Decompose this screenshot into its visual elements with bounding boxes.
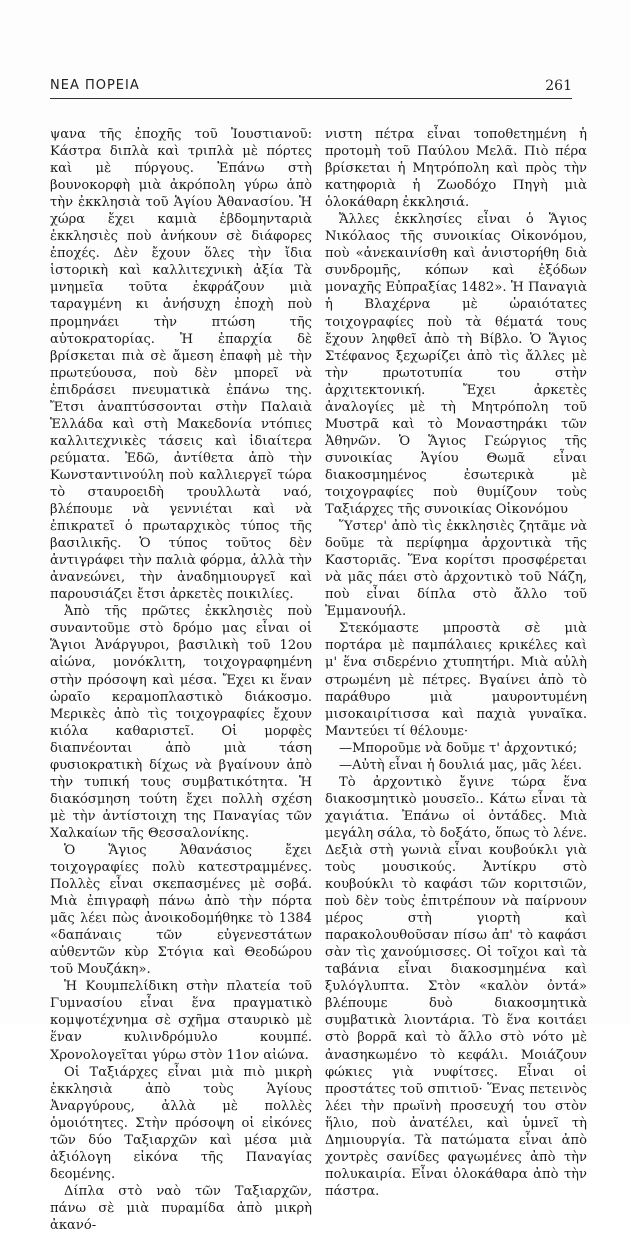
dialogue-line: —Μποροῦμε νὰ δοῦμε τ' ἀρχοντικό;	[339, 740, 578, 756]
paragraph: Τὸ ἀρχοντικὸ ἔγινε τώρα ἕνα διακοσμητικὸ μουσεῖο.. Κάτω εἶναι τὰ χαγιάτια. Ἐπάνω οἱ ὀντάδες. Μιὰ μεγάλη σάλα, τὸ δοξάτο, ὅπως τὸ λένε. Δεξιὰ στὴ γωνιὰ εἶναι κουβούκλι γιὰ τοὺς μουσικούς. Ἀντίκρυ στὸ κουβούκλι τὸ καφάσι τῶν κοριτσιῶν, ποὺ δὲν τοὺς ἐπιτρέπουν νὰ παίρνουν μέρος στὴ γιορτὴ καὶ παρακολουθοῦσαν πίσω ἀπ' τὸ καφάσι σὰν τὶς χανούμισσες. Οἱ τοῖχοι καὶ τὰ ταβάνια εἶναι διακοσμημένα καὶ ξυλόγλυπτα. Στὸν «καλὸν ὀντά» βλέπουμε δυὸ διακοσμητικὰ συμβατικὰ λιοντάρια. Τὸ ἕνα κοιτάει στὸ βορρᾶ καὶ τὸ ἄλλο στὸ νότο μὲ ἀνασηκωμένο τὸ κεφάλι. Μοιάζουν φώκιες γιὰ νυφίτσες. Εἶναι οἱ προστάτες τοῦ σπιτιοῦ· Ἕνας πετεινὸς λέει τὴν πρωϊνὴ προσευχή του στὸν ἥλιο, ποὺ ἀνατέλει, καὶ ὑμνεῖ τὴ Δημιουργία. Τὰ πατώματα εἶναι ἀπὸ χοντρὲς σανίδες φαγωμένες ἀπὸ τὴν πολυκαιρία. Εἶναι ὁλοκάθαρα ἀπὸ τὴν πάστρα.	[325, 774, 588, 1199]
header-rule	[50, 98, 572, 99]
paragraph: Ἀπὸ τῆς πρῶτες ἐκκλησιὲς ποὺ συναντοῦμε στὸ δρόμο μας εἶναι οἱ Ἅγιοι Ἀνάργυροι, βασιλικὴ τοῦ 12ου αἰώνα, μονόκλιτη, τοιχογραφημένη στὴν πρόσοψη καὶ μέσα. Ἔχει κι ἕναν ὡραῖο κεραμοπλαστικὸ διάκοσμο. Μερικὲς ἀπὸ τὶς τοιχογραφίες ἔχουν κιόλα καθαριστεῖ. Οἱ μορφὲς διαπνέονται ἀπὸ μιὰ τάση φυσιοκρατικὴ δίχως νὰ βγαίνουν ἀπὸ τὴν τυπική τους συμβατικότητα. Ἡ διακόσμηση τούτη ἔχει πολλὴ σχέση μὲ τὴν ἀντίστοιχη της Παναγίας τῶν Χαλκαίων τῆς Θεσσαλονίκης.	[50, 604, 312, 841]
paragraph: Οἱ Ταξιάρχες εἶναι μιὰ πιὸ μικρὴ ἐκκλησιὰ ἀπὸ τοὺς Ἁγίους Ἀναργύρους, ἀλλὰ μὲ πολλὲς ὁμοιότητες. Στὴν πρόσοψη οἱ εἰκόνες τῶν δύο Ταξιαρχῶν καὶ μέσα μιὰ ἀξιόλογη εἰκόνα τῆς Παναγίας δεομένης.	[50, 1064, 312, 1182]
paragraph: νιστη πέτρα εἶναι τοποθετημένη ἡ προτομὴ τοῦ Παύλου Μελᾶ. Πιὸ πέρα βρίσκεται ἡ Μητρόπολη καὶ πρὸς τὴν κατηφοριὰ ἡ Ζωοδόχο Πηγὴ μιὰ ὁλοκάθαρη ἐκκλησιά.	[325, 127, 587, 211]
page-header	[50, 78, 572, 94]
left-column	[50, 126, 312, 1234]
paragraph: ψανα τῆς ἐποχῆς τοῦ Ἰουστιανοῦ: Κάστρα διπλὰ καὶ τριπλὰ μὲ πόρτες καὶ μὲ πύργους. Ἐπάνω στὴ βουνοκορφὴ μιὰ ἀκρόπολη γύρω ἀπὸ τὴν ἐκκλησιὰ τοῦ Ἁγίου Ἀθανασίου. Ἡ χώρα ἔχει καμιὰ ἑβδομηνταριὰ ἐκκλησιὲς ποὺ ἀνήκουν σὲ διάφορες ἐποχές. Δὲν ἔχουν ὅλες τὴν ἴδια ἱστορικὴ καὶ καλλιτεχνικὴ ἀξία Τὰ μνημεῖα τοῦτα ἐκφράζουν μιὰ ταραγμένη κι ἀνήσυχη ἐποχὴ ποὺ προμηνάει τὴν πτώση τῆς αὐτοκρατορίας. Ἡ ἐπαρχία δὲ βρίσκεται πιὰ σὲ ἄμεση ἐπαφὴ μὲ τὴν πρωτεύουσα, ποὺ δὲν μπορεῖ νὰ ἐπιδράσει πνευματικὰ ἐπάνω της. Ἔτσι ἀναπτύσσονται στὴν Παλαιὰ Ἑλλάδα καὶ στὴ Μακεδονία ντόπιες καλλιτεχνικὲς τάσεις καὶ ἰδιαίτερα ρεύματα. Ἐδῶ, ἀντίθετα ἀπὸ τὴν Κωνσταντινούλη ποὺ καλλιεργεῖ τώρα τὸ σταυροειδὴ τρουλλωτὰ ναό, βλέπουμε νὰ γεννιέται καὶ νὰ ἐπικρατεῖ ὁ πρωταρχικὸς τύπος τῆς βασιλικῆς. Ὁ τύπος τοῦτος δὲν ἀντιγράφει τὴν παλιὰ φόρμα, ἀλλὰ τὴν ἀνανεώνει, τὴν ἀναδημιουργεῖ καὶ παρουσιάζει ἔτσι ἀρκετὲς ποικιλίες.	[50, 127, 312, 603]
right-column	[325, 126, 587, 1200]
paragraph: Ἄλλες ἐκκλησίες εἶναι ὁ Ἅγιος Νικόλαος τῆς συνοικίας Οἰκονόμου, ποὺ «ἀνεκαινίσθη καὶ ἀνιστορήθη διὰ συνδρομῆς, κόπων καὶ ἐξόδων μοναχῆς Εὐπραξίας 1482». Ἡ Παναγιὰ ἡ Βλαχέρνα μὲ ὡραιότατες τοιχογραφίες ποὺ τὰ θέματά τους ἔχουν ληφθεῖ ἀπὸ τὴ Βίβλο. Ὁ Ἅγιος Στέφανος ξεχωρίζει ἀπὸ τὶς ἄλλες μὲ τὴν πρωτοτυπία του στὴν ἀρχιτεκτονική. Ἔχει ἀρκετὲς ἀναλογίες μὲ τὴ Μητρόπολη τοῦ Μυστρᾶ καὶ τὸ Μοναστηράκι τῶν Ἀθηνῶν. Ὁ Ἅγιος Γεώργιος τῆς συνοικίας Ἁγίου Θωμᾶ εἶναι διακοσμημένος ἐσωτερικὰ μὲ τοιχογραφίες ποὺ θυμίζουν τοὺς Ταξιάρχες τῆς συνοικίας Οἰκονόμου	[325, 212, 587, 518]
running-title: ΝΕΑ ΠΟΡΕΙΑ	[50, 78, 140, 93]
paragraph: Ὕστερ' ἀπὸ τὶς ἐκκλησιὲς ζητᾶμε νὰ δοῦμε τὰ περίφημα ἀρχοντικὰ τῆς Καστοριᾶς. Ἕνα κορίτσι προσφέρεται νὰ μᾶς πάει στὸ ἀρχοντικὸ τοῦ Νάζη, ποὺ εἶναι δίπλα στὸ ἄλλο τοῦ Ἐμμανουήλ.	[325, 519, 587, 620]
page-number: 261	[545, 78, 572, 94]
paragraph: Ἡ Κουμπελίδικη στὴν πλατεία τοῦ Γυμνασίου εἶναι ἕνα πραγματικὸ κομψοτέχνημα σὲ σχῆμα σταυρικὸ μὲ ἕναν κυλινδρόμυλο κουμπέ. Χρονολογεῖται γύρω στὸν 11ον αἰώνα.	[50, 979, 312, 1063]
paragraph: Ὁ Ἅγιος Ἀθανάσιος ἔχει τοιχογραφίες πολὺ κατεστραμμένες. Πολλὲς εἶναι σκεπασμένες μὲ σοβά. Μιὰ ἐπιγραφὴ πάνω ἀπὸ τὴν πόρτα μᾶς λέει πὼς ἀνοικοδομήθηκε τὸ 1384 «δαπάναις τῶν εὐγενεστάτων αὐθεντῶν κὺρ Στόγια καὶ Θεοδώρου τοῦ Μουζάκη».	[50, 842, 312, 978]
paragraph: Στεκόμαστε μπροστὰ σὲ μιὰ πορτάρα μὲ παμπάλαιες κρικέλες καὶ μ' ἕνα σιδερένιο χτυπητήρι. Μιὰ αὐλὴ στρωμένη μὲ πέτρες. Βγαίνει ἀπὸ τὸ παράθυρο μιὰ μαυροντυμένη μισοκαιρίτισσα καὶ παχιὰ γυναῖκα. Μαντεύει τί θέλουμε·	[325, 621, 587, 739]
paragraph: Δίπλα στὸ ναὸ τῶν Ταξιαρχῶν, πάνω σὲ μιὰ πυραμίδα ἀπὸ μικρὴ ἀκανό-	[50, 1183, 312, 1233]
dialogue-line: —Αὐτὴ εἶναι ἡ δουλιά μας, μᾶς λέει.	[339, 757, 582, 773]
